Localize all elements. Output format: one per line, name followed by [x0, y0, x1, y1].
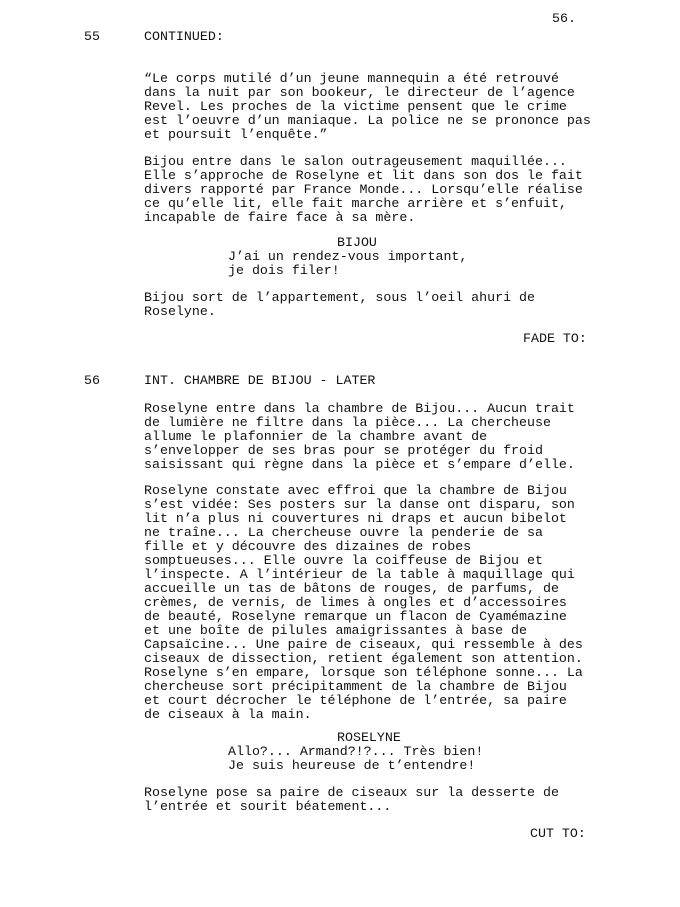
action-line: Roselyne. [144, 304, 216, 319]
action-line: somptueuses... Elle ouvre la coiffeuse de Bijou et [144, 553, 543, 568]
scene-number: 55 [84, 29, 100, 44]
transition: CUT TO: [530, 826, 586, 841]
action-line: Roselyne constate avec effroi que la chambre de Bijou [144, 483, 567, 498]
action-line: et une boîte de pilules amaigrissantes à base de [144, 623, 528, 638]
action-line: fille et y découvre des dizaines de robes [144, 539, 472, 554]
dialogue-line: Allo?... Armand?!?... Très bien! [228, 744, 484, 759]
dialogue-line: Je suis heureuse de t’entendre! [228, 758, 476, 773]
action-line: crèmes, de vernis, de limes à ongles et d’accessoires [144, 595, 567, 610]
action-line: s’est vidée: Ses posters sur la danse ont disparu, son [144, 497, 575, 512]
action-paragraph [144, 402, 575, 472]
action-line: de ciseaux à la main. [144, 707, 312, 722]
action-line: s’envelopper de ses bras pour se protéger du froid [144, 443, 543, 458]
action-line: ne traîne... La chercheuse ouvre la penderie de sa [144, 525, 543, 540]
dialogue [228, 745, 483, 773]
action-line: saisissant qui règne dans la pièce et s’empare d’elle. [144, 457, 575, 472]
scene-heading: INT. CHAMBRE DE BIJOU - LATER [144, 373, 376, 388]
action-line: l’inspecte. A l’intérieur de la table à maquillage qui [144, 567, 575, 582]
action-paragraph [144, 786, 559, 814]
dialogue-line: je dois filer! [228, 263, 340, 278]
action-line: de beauté, Roselyne remarque un flacon de Cyamémazine [144, 609, 567, 624]
transition: FADE TO: [523, 331, 587, 346]
action-line: lit n’a plus ni couvertures ni draps et aucun bibelot [144, 511, 567, 526]
action-line: et court décrocher le téléphone de l’entrée, sa paire [144, 693, 567, 708]
action-line: Revel. Les proches de la victime pensent que le crime [144, 99, 567, 114]
action-line: Elle s’approche de Roselyne et lit dans son dos le fait [144, 168, 583, 183]
action-paragraph [144, 155, 583, 225]
scene-heading: CONTINUED: [144, 29, 224, 44]
action-paragraph [144, 291, 535, 319]
action-line: Capsaïcine... Une paire de ciseaux, qui ressemble à des [144, 637, 583, 652]
character-name: ROSELYNE [337, 730, 401, 745]
action-line: l’entrée et sourit béatement... [144, 799, 392, 814]
action-line: Bijou entre dans le salon outrageusement maquillée... [144, 154, 567, 169]
action-line: et poursuit l’enquête.” [144, 127, 328, 142]
action-paragraph [144, 72, 591, 142]
action-line: ce qu’elle lit, elle fait marche arrière et s’enfuit, [144, 196, 567, 211]
dialogue-line: J’ai un rendez-vous important, [228, 249, 468, 264]
action-line: Roselyne entre dans la chambre de Bijou... Aucun trait [144, 401, 575, 416]
character-name: BIJOU [337, 235, 377, 250]
action-paragraph [144, 484, 583, 722]
action-line: “Le corps mutilé d’un jeune mannequin a été retrouvé [144, 71, 559, 86]
action-line: chercheuse sort précipitamment de la chambre de Bijou [144, 679, 567, 694]
action-line: Roselyne pose sa paire de ciseaux sur la desserte de [144, 785, 559, 800]
action-line: accueille un tas de bâtons de rouges, de parfums, de [144, 581, 559, 596]
page-number: 56. [552, 11, 576, 26]
action-line: est l’oeuvre d’un maniaque. La police ne se prononce pas [144, 113, 591, 128]
action-line: de lumière ne filtre dans la pièce... La chercheuse [144, 415, 551, 430]
action-line: divers rapporté par France Monde... Lorsqu’elle réalise [144, 182, 583, 197]
action-line: Roselyne s’en empare, lorsque son téléphone sonne... La [144, 665, 583, 680]
action-line: Bijou sort de l’appartement, sous l’oeil ahuri de [144, 290, 535, 305]
action-line: incapable de faire face à sa mère. [144, 210, 416, 225]
dialogue [228, 250, 467, 278]
action-line: dans la nuit par son bookeur, le directeur de l’agence [144, 85, 575, 100]
action-line: allume le plafonnier de la chambre avant de [144, 429, 488, 444]
action-line: ciseaux de dissection, retient également son attention. [144, 651, 583, 666]
scene-number: 56 [84, 373, 100, 388]
